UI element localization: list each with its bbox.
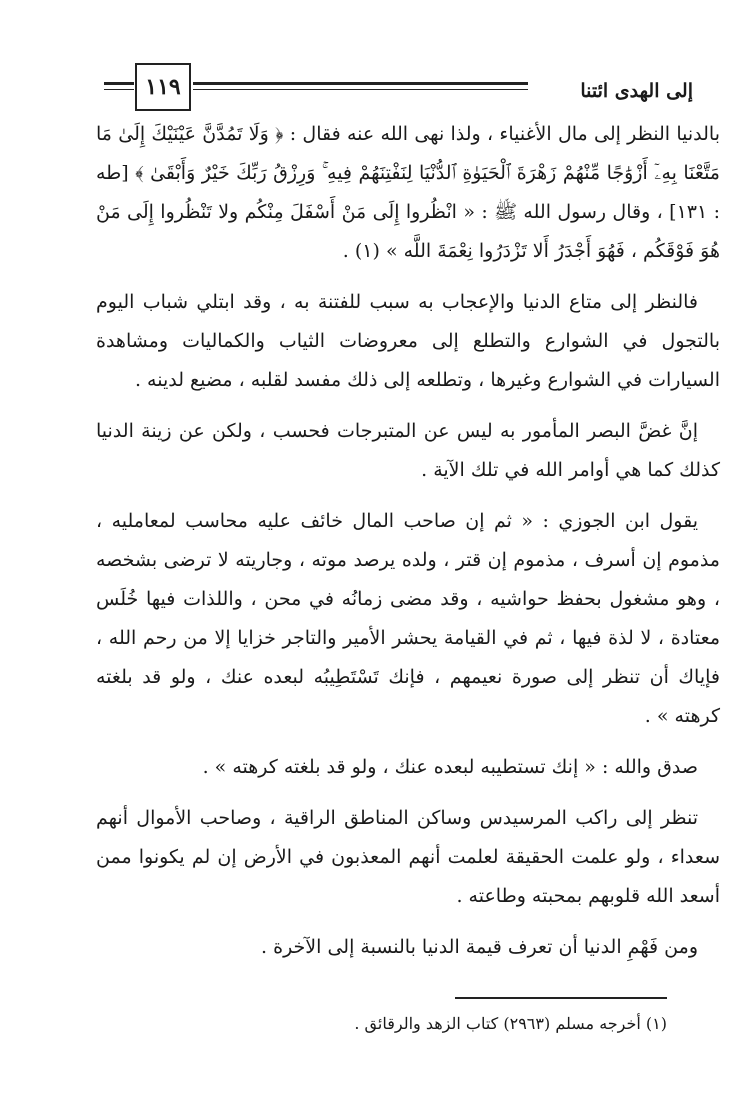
page-number: ١١٩ bbox=[135, 63, 191, 111]
paragraph: ومن فَهْمِ الدنيا أن تعرف قيمة الدنيا بالنسبة إلى الآخرة . bbox=[261, 936, 698, 958]
paragraph: يقول ابن الجوزي : « ثم إن صاحب المال خائف عليه محاسب لمعامليه ، مذموم إن أسرف ، مذموم إن قتر ، ولده يرصد موته ، وجاريته لا ترضى بشخصه ، وهو مشغول بحفظ حواشيه ، وقد مضى زمانُه في محن ، واللذات فيها خُلَس معتادة ، لا لذة فيها ، ثم في القيامة يحشر الأمير والتاجر خزايا إلا من رحم الله ، فإياك أن تنظر إلى صورة نعيمهم ، فإنك تَسْتَطِيبُه لبعده عنك ، ولو قد بلغته كرهته » . bbox=[96, 510, 720, 727]
header-rule bbox=[104, 89, 134, 90]
running-title: إلى الهدى ائتنا bbox=[580, 80, 693, 102]
footnote-separator bbox=[455, 997, 667, 999]
paragraph: فالنظر إلى متاع الدنيا والإعجاب به سبب للفتنة به ، وقد ابتلي شباب اليوم بالتجول في الشوارع والتطلع إلى معروضات الثياب والكماليات ومشاهدة السيارات في الشوارع وغيرها ، وتطلعه إلى ذلك مفسد لقلبه ، مضيع لدينه . bbox=[96, 291, 720, 391]
body-text bbox=[96, 115, 720, 979]
paragraph: تنظر إلى راكب المرسيدس وساكن المناطق الراقية ، وصاحب الأموال أنهم سعداء ، ولو علمت الحقيقة لعلمت أنهم المعذبون في الأرض إن لم يكونوا ممن أسعد الله قلوبهم بمحبته وطاعته . bbox=[96, 807, 720, 907]
header-rule bbox=[193, 82, 528, 85]
paragraph: بالدنيا النظر إلى مال الأغنياء ، ولذا نهى الله عنه فقال : ﴿ وَلَا تَمُدَّنَّ عَيْنَيْكَ إِلَىٰ مَا مَتَّعْنَا بِهِۦٓ أَزْوَٰجًا مِّنْهُمْ زَهْرَةَ ٱلْحَيَوٰةِ ٱلدُّنْيَا لِنَفْتِنَهُمْ فِيهِ ۚ وَرِزْقُ رَبِّكَ خَيْرٌ وَأَبْقَىٰ ﴾ [طه : ١٣١] ، وقال رسول الله ﷺ : « انْظُروا إِلَى مَنْ أَسْفَلَ مِنْكُم ولا تَنْظُروا إِلَى مَنْ هُوَ فَوْقَكُم ، فَهُوَ أَجْدَرُ أَلا تَزْدَرُوا نِعْمَةَ اللَّه » (١) . bbox=[96, 123, 720, 262]
paragraph: إنَّ غضَّ البصر المأمور به ليس عن المتبرجات فحسب ، ولكن عن زينة الدنيا كذلك كما هي أوامر الله في تلك الآية . bbox=[96, 420, 720, 481]
header-rule bbox=[104, 82, 134, 85]
header-rule bbox=[193, 89, 528, 90]
paragraph: صدق والله : « إنك تستطيبه لبعده عنك ، ولو قد بلغته كرهته » . bbox=[202, 756, 698, 778]
footnote: (١) أخرجه مسلم (٢٩٦٣) كتاب الزهد والرقائق . bbox=[354, 1014, 667, 1033]
